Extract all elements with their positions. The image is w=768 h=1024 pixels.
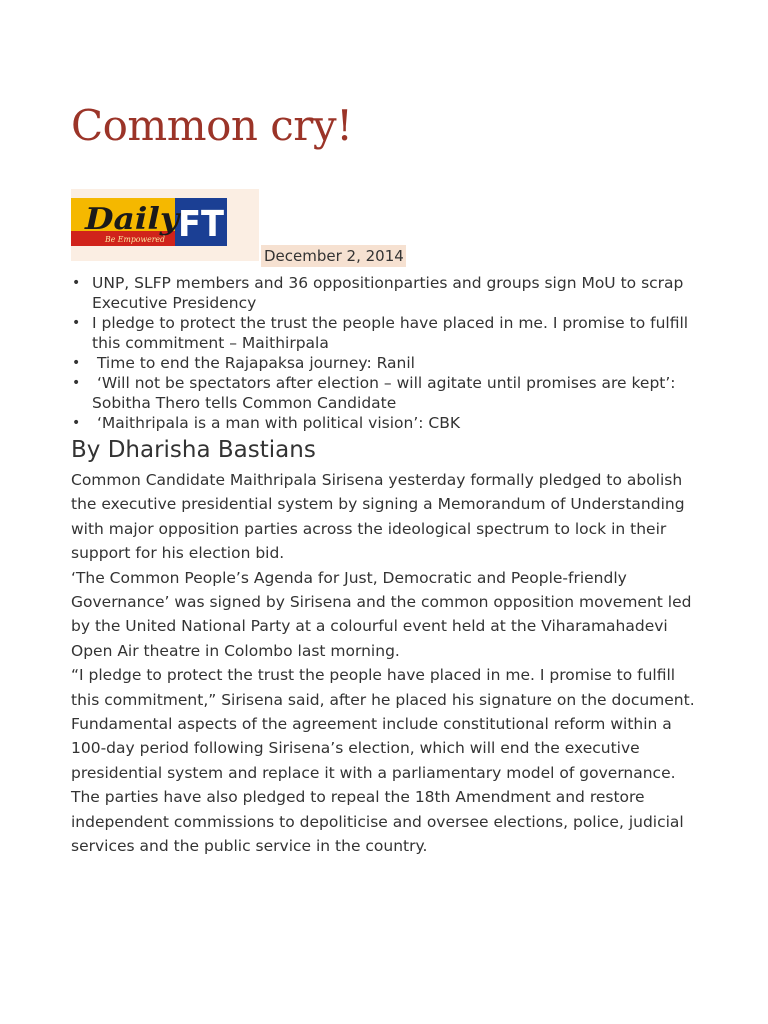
paragraph: ‘The Common People’s Agenda for Just, Democratic and People-friendly Governance’ was signed by Sirisena and the common opposition movement led by the United National Party at a colourful event held at the Viharamahadevi Open Air theatre in Colombo last morning. (71, 568, 692, 660)
byline: By Dharisha Bastians (71, 437, 316, 463)
masthead (71, 189, 431, 267)
article-body (71, 468, 701, 859)
paragraph: The parties have also pledged to repeal the 18th Amendment and restore independent commissions to depoliticise and oversee elections, police, judicial services and the public service in the country. (71, 788, 684, 856)
list-item: • UNP, SLFP members and 36 oppositionparties and groups sign MoU to scrap Executive Presidency (72, 274, 684, 312)
highlights-list (71, 273, 691, 433)
logo-tagline: Be Empowered (104, 235, 165, 244)
highlight-text: ‘Will not be spectators after election – will agitate until promises are kept’: Sobitha Thero tells Common Candidate (92, 374, 681, 412)
logo-word: Daily (83, 202, 182, 237)
paragraph: Fundamental aspects of the agreement include constitutional reform within a 100-day period following Sirisena’s election, which will end the executive presidential system and replace it with a parliamentary model of governance. (71, 715, 676, 782)
logo-ft: FT (178, 204, 225, 245)
publish-date: December 2, 2014 (261, 245, 406, 267)
highlight-text: Time to end the Rajapaksa journey: Ranil (92, 354, 415, 372)
highlight-text: I pledge to protect the trust the people have placed in me. I promise to fulfill this commitment – Maithirpala (92, 314, 689, 352)
paragraph: “I pledge to protect the trust the people have placed in me. I promise to fulfill this commitment,” Sirisena said, after he placed his signature on the document. (71, 666, 695, 709)
list-item: • Time to end the Rajapaksa journey: Ranil (72, 354, 415, 372)
highlight-text: ‘Maithripala is a man with political vision’: CBK (92, 414, 461, 432)
list-item: • ‘Maithripala is a man with political vision’: CBK (72, 414, 461, 432)
list-item: • I pledge to protect the trust the people have placed in me. I promise to fulfill this commitment – Maithirpala (72, 314, 689, 352)
daily-ft-logo (71, 198, 227, 246)
highlight-text: UNP, SLFP members and 36 oppositionparties and groups sign MoU to scrap Executive Presidency (92, 274, 684, 312)
paragraph: Common Candidate Maithripala Sirisena yesterday formally pledged to abolish the executive presidential system by signing a Memorandum of Understanding with major opposition parties across the ideological spectrum to lock in their support for his election bid. (71, 471, 685, 563)
article-title: Common cry! (71, 101, 353, 150)
list-item: • ‘Will not be spectators after election – will agitate until promises are kept’: Sobitha Thero tells Common Candidate (72, 374, 681, 412)
